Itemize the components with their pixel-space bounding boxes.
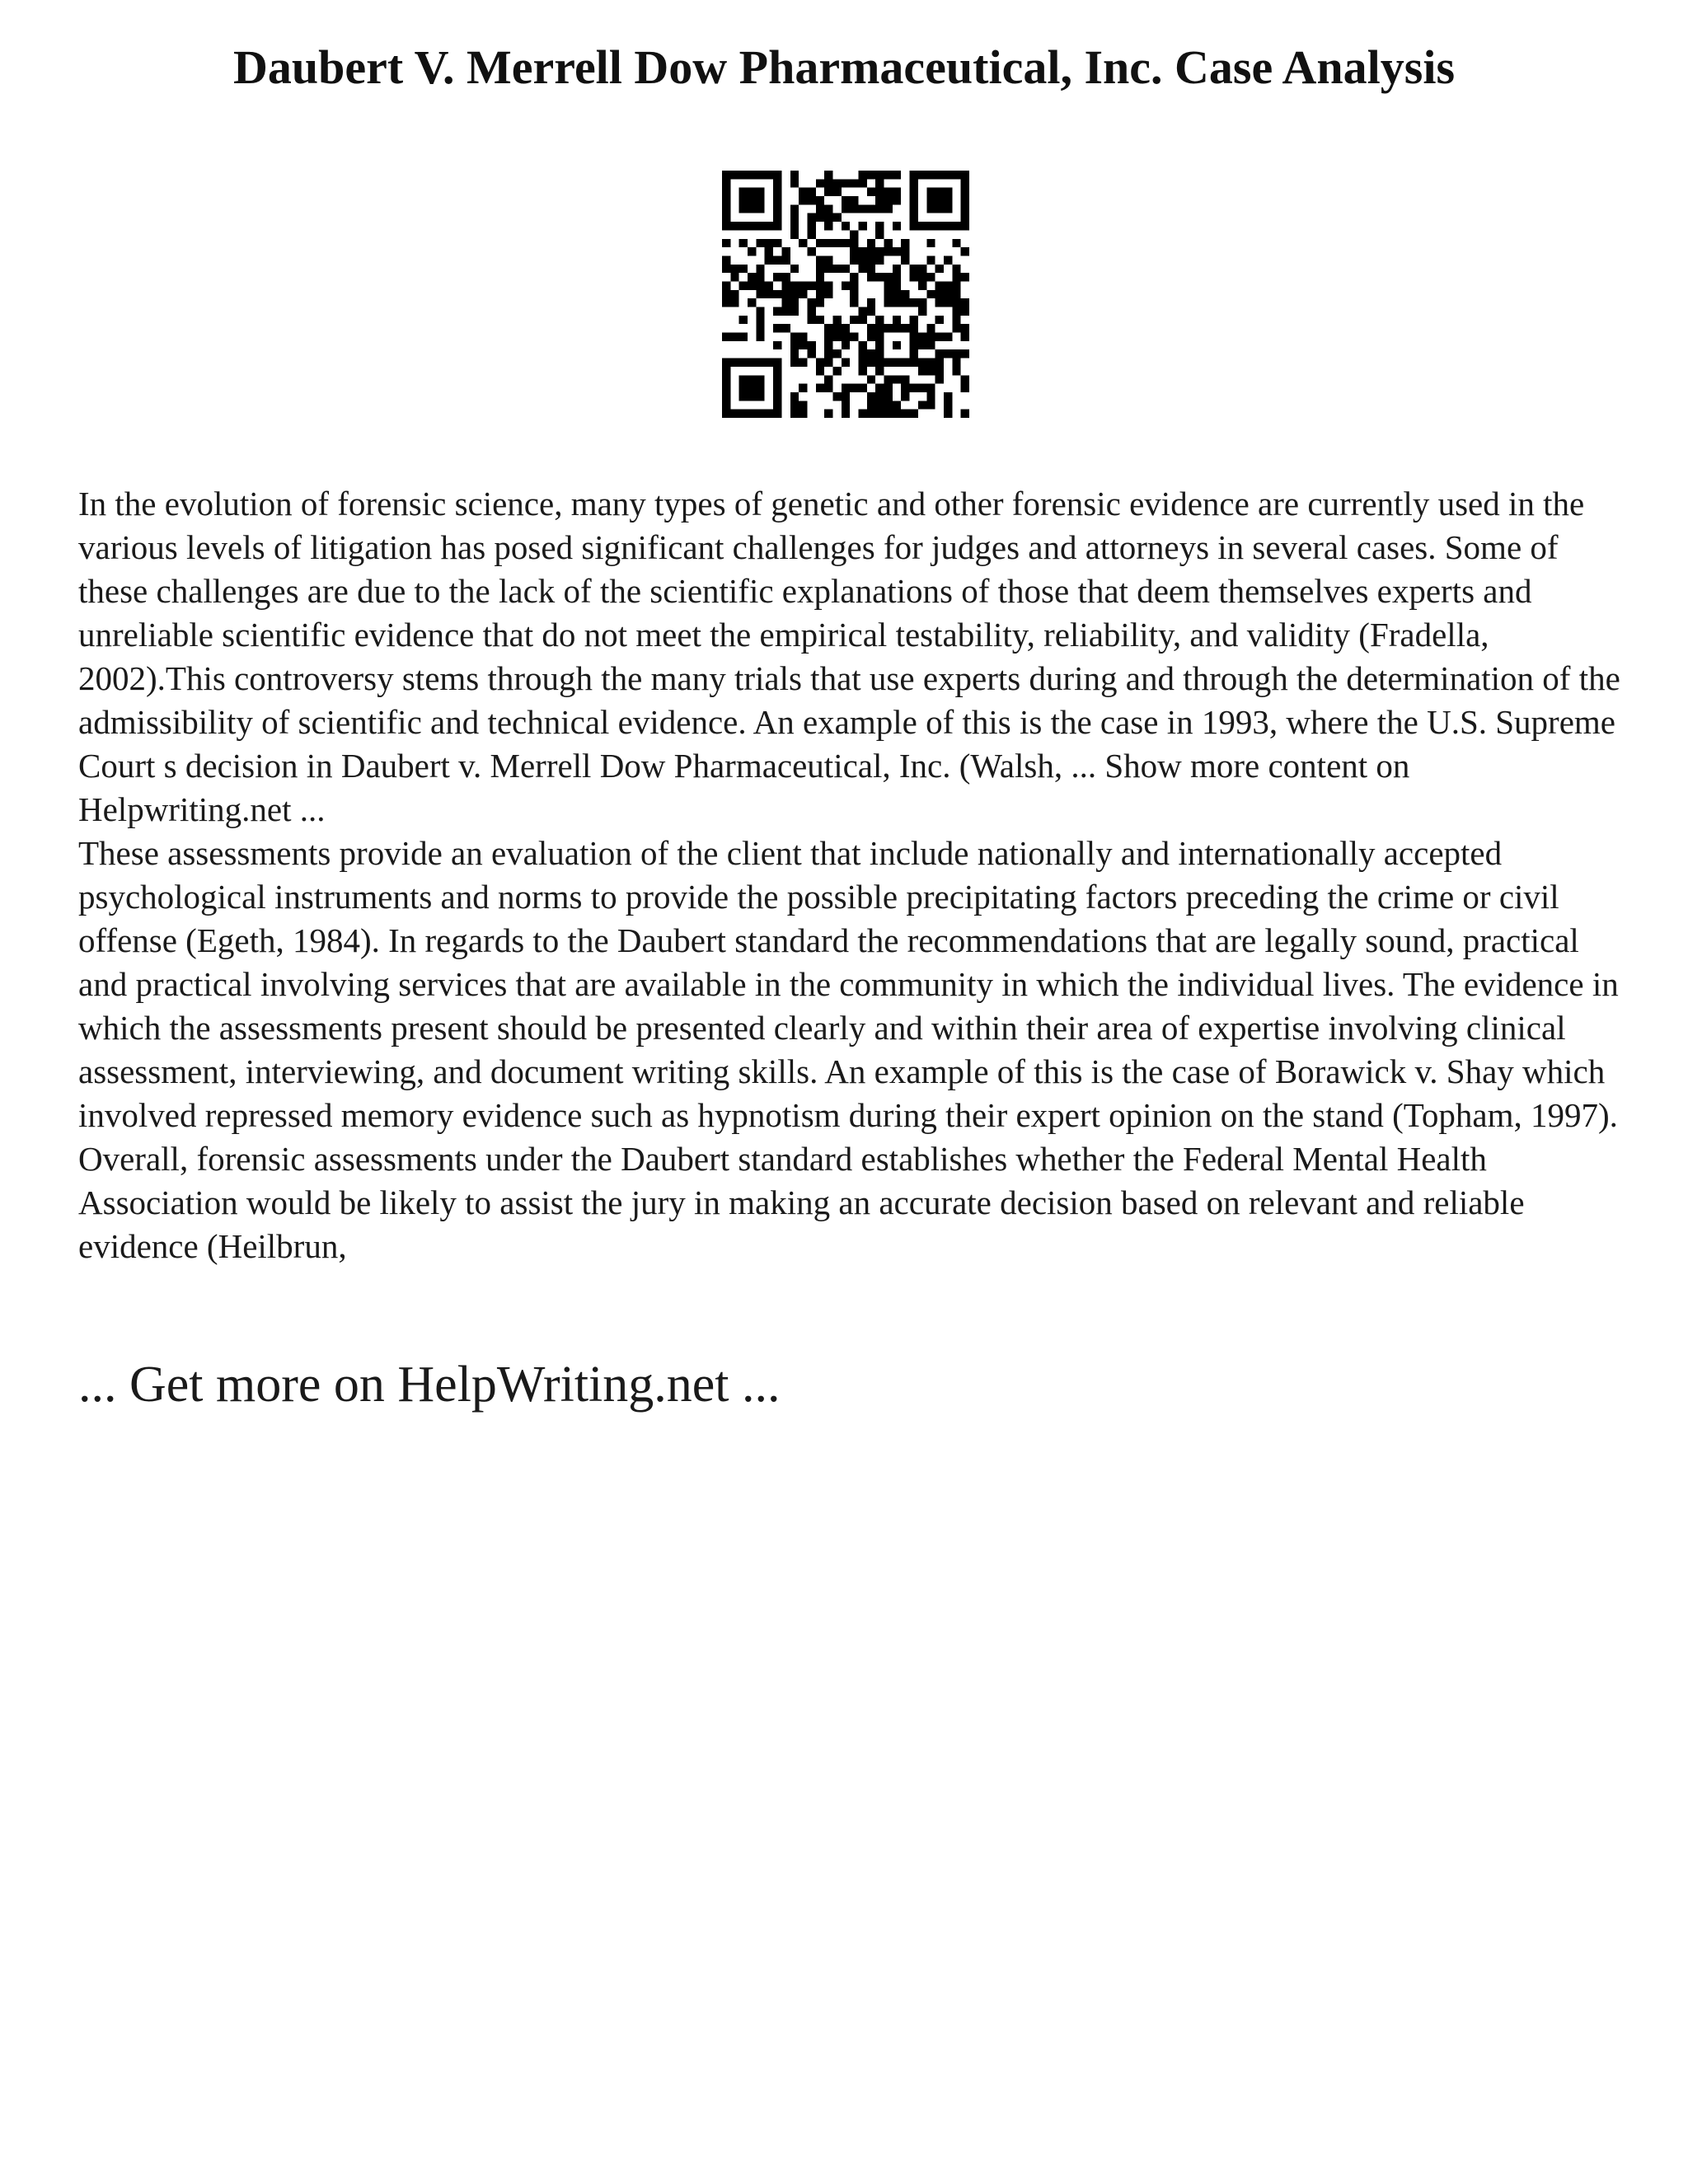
qr-code-icon[interactable] <box>722 171 969 418</box>
document-title: Daubert V. Merrell Dow Pharmaceutical, Inc. Case Analysis <box>232 40 1456 94</box>
paragraph-assessments: These assessments provide an evaluation of the client that include nationally and internationally accepted psychological instruments and norms to provide the possible precipitating factors preceding the crime or civil offense (Egeth, 1984). In regards to the Daubert standard the recommendations that are legally sound, practical and practical involving services that are available in the community in which the individual lives. The evidence in which the assessments present should be presented clearly and within their area of expertise involving clinical assessment, interviewing, and document writing skills. An example of this is the case of Borawick v. Shay which involved repressed memory evidence such as hypnotism during their expert opinion on the stand (Topham, 1997). Overall, forensic assessments under the Daubert standard establishes whether the Federal Mental Health Association would be likely to assist the jury in making an accurate decision based on relevant and reliable evidence (Heilbrun, <box>78 834 1619 1265</box>
qr-code-graphic <box>722 171 969 418</box>
get-more-link[interactable]: ... Get more on HelpWriting.net ... <box>78 1357 781 1413</box>
article-body <box>78 482 1628 1268</box>
paragraph-intro: In the evolution of forensic science, many types of genetic and other forensic evidence are currently used in the various levels of litigation has posed significant challenges for judges and attorneys in several cases. Some of these challenges are due to the lack of the scientific explanations of those that deem themselves experts and unreliable scientific evidence that do not meet the empirical testability, reliability, and validity (Fradella, 2002).This controversy stems through the many trials that use experts during and through the determination of the admissibility of scientific and technical evidence. An example of this is the case in 1993, where the U.S. Supreme Court s decision in Daubert v. Merrell Dow Pharmaceutical, Inc. (Walsh, ... Show more content on Helpwriting.net ... <box>78 485 1620 828</box>
